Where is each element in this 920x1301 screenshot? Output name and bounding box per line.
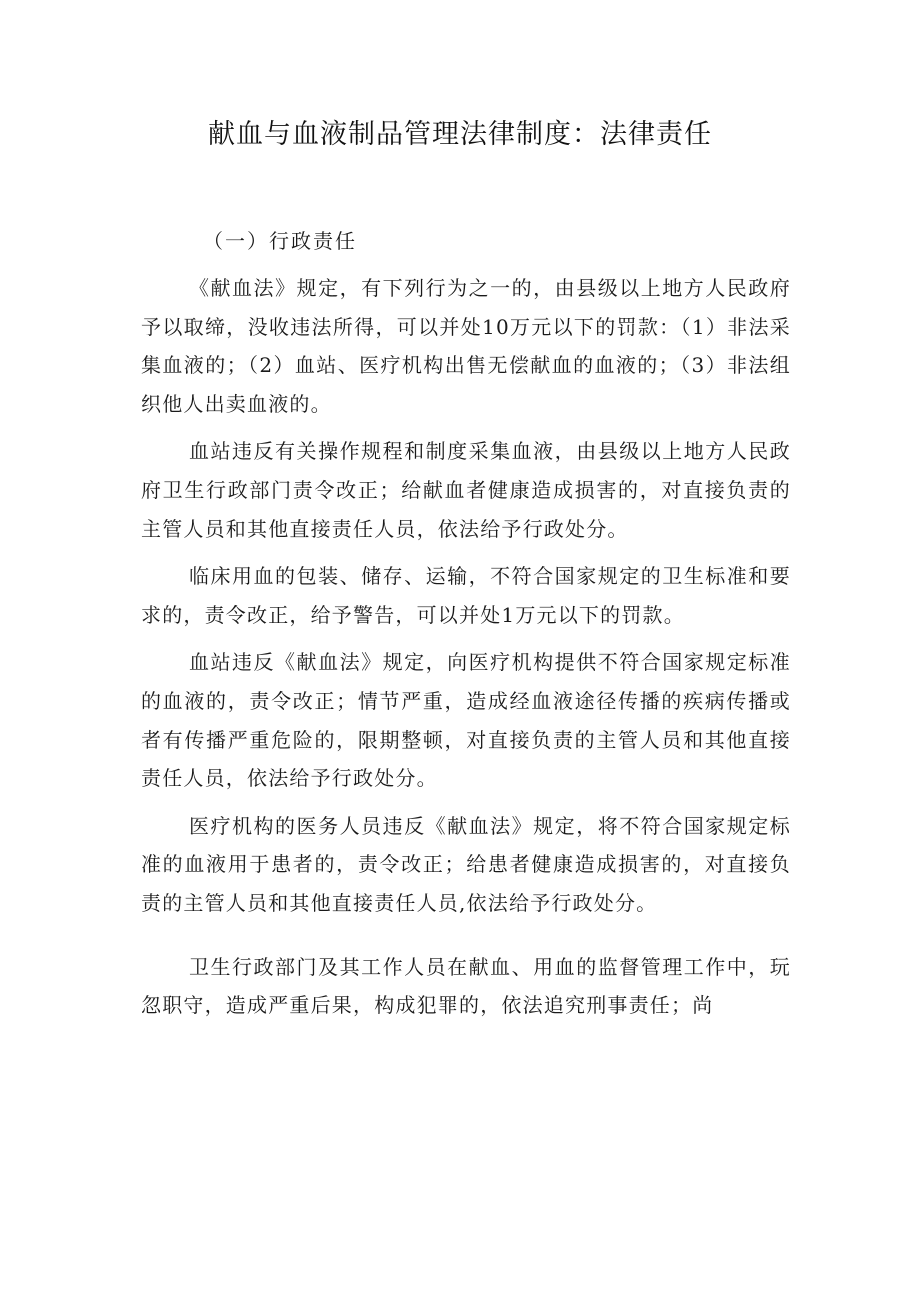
paragraph-blood-station-procedures: 血站违反有关操作规程和制度采集血液，由县级以上地方人民政府卫生行政部门责令改正；给献血者健康造成损害的，对直接负责的主管人员和其他直接责任人员，依法给予行政处分。 — [141, 439, 791, 541]
paragraph-medical-staff-violation: 医疗机构的医务人员违反《献血法》规定，将不符合国家规定标准的血液用于患者的，责令改正；给患者健康造成损害的，对直接负责的主管人员和其他直接责任人员,依法给予行政处分。 — [141, 813, 791, 915]
paragraph-prohibited-acts: 《献血法》规定，有下列行为之一的，由县级以上地方人民政府予以取缔，没收违法所得，可以并处10万元以下的罚款：（1）非法采集血液的；（2）血站、医疗机构出售无偿献血的血液的；（3）非法组织他人出卖血液的。 — [141, 276, 791, 416]
document-body — [141, 222, 791, 1025]
paragraph-clinical-blood-handling: 临床用血的包装、储存、运输，不符合国家规定的卫生标准和要求的，责令改正，给予警告，可以并处1万元以下的罚款。 — [141, 564, 791, 627]
paragraph-substandard-blood-supply: 血站违反《献血法》规定，向医疗机构提供不符合国家规定标准的血液的，责令改正；情节严重，造成经血液途径传播的疾病传播或者有传播严重危险的，限期整顿，对直接负责的主管人员和其他直接责任人员，依法给予行政处分。 — [141, 650, 791, 791]
page-title: 献血与血液制品管理法律制度：法律责任 — [208, 119, 712, 150]
section-heading: （一）行政责任 — [203, 229, 357, 253]
paragraph-administrative-negligence: 卫生行政部门及其工作人员在献血、用血的监督管理工作中，玩忽职守，造成严重后果，构成犯罪的，依法追究刑事责任；尚 — [141, 954, 791, 1018]
